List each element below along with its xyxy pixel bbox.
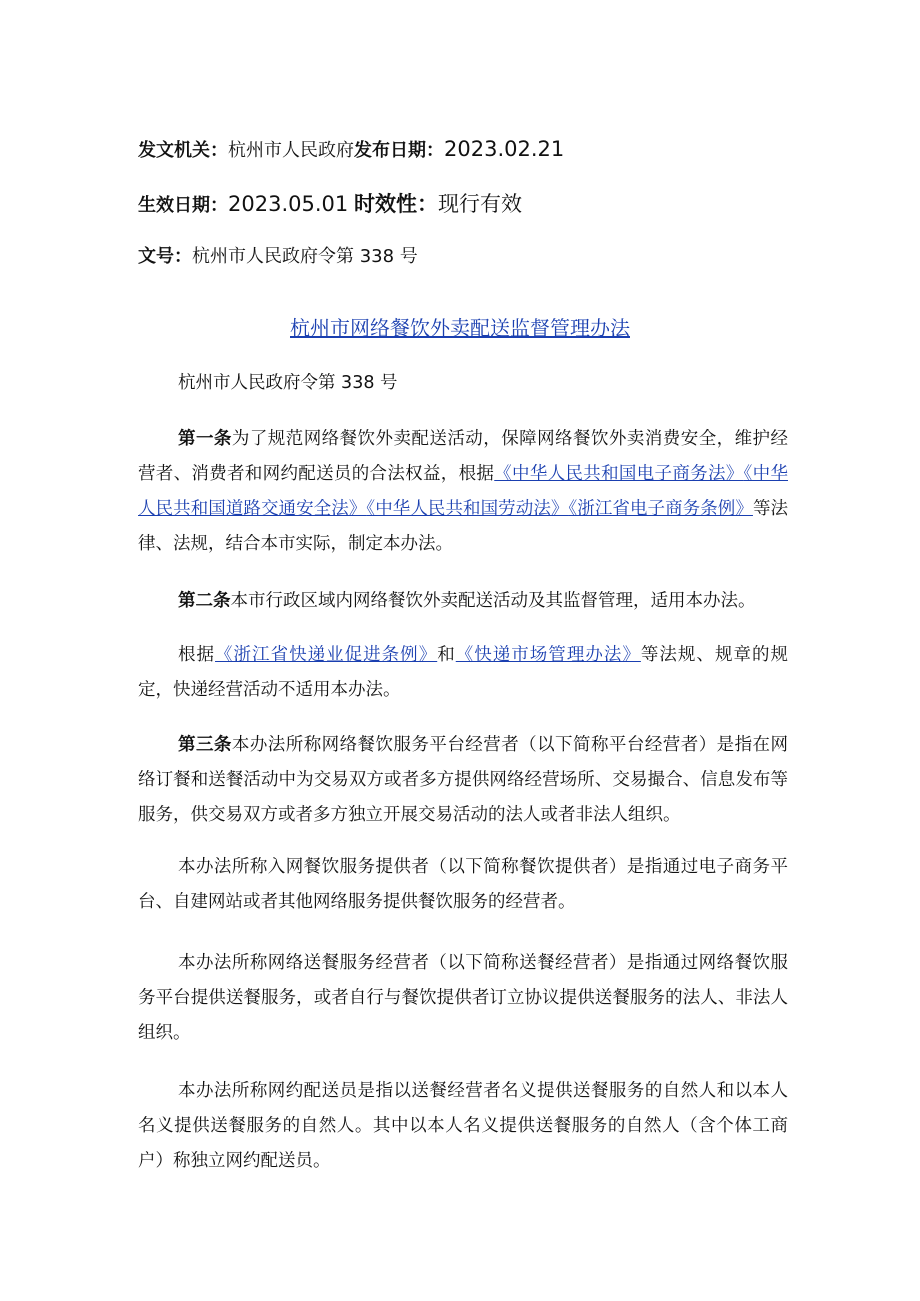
validity-value: 现行有效	[437, 192, 522, 216]
effective-date-value: 2023.05.01	[228, 192, 349, 216]
article-2-p2-text-c: 等法规、规章的规定，快递经营活动不适用本办法。	[138, 645, 788, 700]
law-link-express-market[interactable]: 《快递市场管理办法》	[455, 645, 641, 665]
order-line: 杭州市人民政府令第 338 号	[178, 373, 398, 393]
law-link-express-promotion[interactable]: 《浙江省快递业促进条例》	[215, 645, 438, 665]
law-link-labor[interactable]: 《中华人民共和国劳动法》	[366, 499, 569, 519]
article-1	[138, 422, 788, 562]
article-2-paragraph-2	[138, 638, 788, 708]
law-link-road-traffic[interactable]: 《中华人民共和国道路交通安全法》	[138, 464, 788, 519]
article-2-text: 本市行政区域内网络餐饮外卖配送活动及其监督管理，适用本办法。	[230, 591, 756, 611]
doc-number-label: 文号：	[138, 246, 192, 267]
article-2-p2-text-b: 和	[437, 645, 456, 665]
effective-date-label: 生效日期：	[138, 195, 228, 216]
article-3	[138, 728, 788, 833]
document-title[interactable]: 杭州市网络餐饮外卖配送监督管理办法	[290, 316, 630, 340]
publish-date-value: 2023.02.21	[444, 137, 565, 161]
issuer-value: 杭州市人民政府	[228, 140, 354, 161]
article-2-label: 第二条	[178, 591, 231, 611]
article-3-paragraph-2: 本办法所称入网餐饮服务提供者（以下简称餐饮提供者）是指通过电子商务平台、自建网站或者其他网络服务提供餐饮服务的经营者。	[138, 857, 788, 912]
law-link-ecommerce[interactable]: 《中华人民共和国电子商务法》	[494, 464, 744, 484]
article-3-text: 本办法所称网络餐饮服务平台经营者（以下简称平台经营者）是指在网络订餐和送餐活动中为交易双方或者多方提供网络经营场所、交易撮合、信息发布等服务，供交易双方或者多方独立开展交易活动的法人或者非法人组织。	[138, 735, 789, 825]
meta-line-effective	[138, 188, 522, 218]
meta-line-docno	[138, 242, 418, 268]
law-link-zhejiang-ecommerce[interactable]: 《浙江省电子商务条例》	[568, 499, 753, 519]
publish-date-label: 发布日期：	[354, 140, 444, 161]
meta-line-issuer	[138, 136, 564, 162]
article-1-text-a: 为了规范网络餐饮外卖配送活动，保障网络餐饮外卖消费安全，维护经营者、消费者和网约配送员的合法权益，根据	[138, 429, 789, 484]
article-2-p2-text-a: 根据	[178, 645, 216, 665]
article-1-label: 第一条	[178, 429, 232, 449]
article-3-label: 第三条	[178, 735, 232, 755]
doc-number-value: 杭州市人民政府令第 338 号	[192, 246, 418, 267]
article-1-text-b: 等法律、法规，结合本市实际，制定本办法。	[138, 499, 789, 554]
article-3-paragraph-3: 本办法所称网络送餐服务经营者（以下简称送餐经营者）是指通过网络餐饮服务平台提供送餐服务，或者自行与餐饮提供者订立协议提供送餐服务的法人、非法人组织。	[138, 953, 788, 1043]
article-3-paragraph-4: 本办法所称网约配送员是指以送餐经营者名义提供送餐服务的自然人和以本人名义提供送餐服务的自然人。其中以本人名义提供送餐服务的自然人（含个体工商户）称独立网约配送员。	[138, 1081, 788, 1171]
validity-label: 时效性：	[353, 192, 438, 216]
issuer-label: 发文机关：	[138, 140, 228, 161]
article-2	[138, 584, 788, 619]
